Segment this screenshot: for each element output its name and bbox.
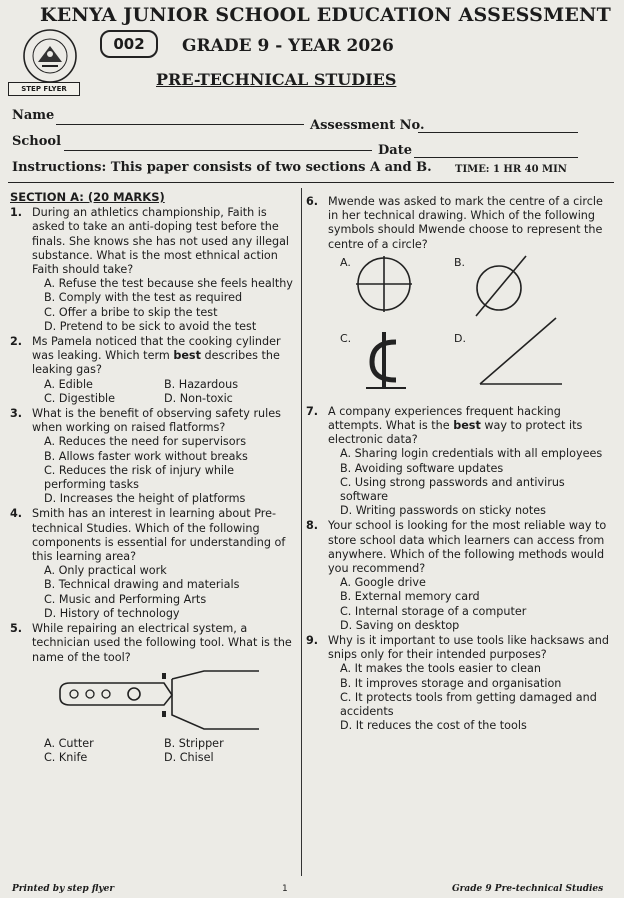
q9-option-d[interactable]: D. It reduces the cost of the tools: [340, 719, 527, 733]
q2-option-d[interactable]: D. Non-toxic: [164, 391, 233, 405]
wire-stripper-tool-image: [54, 665, 284, 737]
question-9: 9. Why is it important to use tools like hacksaws and snips only for their intended purposes?: [306, 634, 609, 662]
circle-cross-symbol: [354, 254, 414, 314]
q3-option-d[interactable]: D. Increases the height of platforms: [44, 492, 246, 506]
centre-line-symbol: [362, 330, 408, 390]
q6-symbols-row-2: [306, 330, 616, 404]
exam-title: KENYA JUNIOR SCHOOL EDUCATION ASSESSMENT: [40, 4, 611, 26]
footer-printer: Printed by step flyer: [12, 884, 115, 894]
name-field-line[interactable]: [56, 124, 304, 125]
question-8: 8. Your school is looking for the most reliable way to store school data which learners can access from anywhere. Which of the following methods would you recommend?: [306, 519, 607, 576]
q1-option-a[interactable]: A. Refuse the test because she feels healthy: [44, 277, 293, 291]
grade-year: GRADE 9 - YEAR 2026: [182, 36, 394, 56]
q1-option-b[interactable]: B. Comply with the test as required: [44, 291, 243, 305]
q4-option-b[interactable]: B. Technical drawing and materials: [44, 578, 240, 592]
q7-option-d[interactable]: D. Writing passwords on sticky notes: [340, 504, 546, 518]
q6-option-a[interactable]: A.: [340, 255, 351, 269]
q4-option-c[interactable]: C. Music and Performing Arts: [44, 592, 207, 606]
q8-option-b[interactable]: B. External memory card: [340, 590, 480, 604]
q4-option-a[interactable]: A. Only practical work: [44, 564, 167, 578]
step-flyer-logo: [22, 28, 78, 84]
q3-option-a[interactable]: A. Reduces the need for supervisors: [44, 435, 247, 449]
assessment-no-field-line[interactable]: [418, 132, 578, 133]
q1-option-d[interactable]: D. Pretend to be sick to avoid the test: [44, 319, 257, 333]
q5-option-c[interactable]: C. Knife: [44, 750, 88, 764]
question-4: 4. Smith has an interest in learning about Pre-technical Studies. Which of the following components is essential for understanding of this learning area?: [10, 507, 286, 564]
q6-option-d[interactable]: D.: [454, 331, 466, 345]
q3-option-c[interactable]: C. Reduces the risk of injury while performing tasks: [44, 463, 235, 492]
date-label: Date: [378, 143, 412, 158]
question-7: 7. A company experiences frequent hacking attempts. What is the best way to protect its electronic data?: [306, 404, 583, 447]
q7-option-c[interactable]: C. Using strong passwords and antivirus software: [340, 475, 565, 504]
q6-option-b[interactable]: B.: [454, 255, 466, 269]
q4-option-d[interactable]: D. History of technology: [44, 606, 180, 620]
q5-option-b[interactable]: B. Stripper: [164, 736, 224, 750]
school-label: School: [12, 134, 62, 149]
paper-code: 002: [100, 30, 158, 58]
question-1: 1. During an athletics championship, Faith is asked to take an anti-doping test before the finals. She knows she has not used any illegal substance. What is the most ethnical action Faith should take?: [10, 206, 290, 277]
q5-option-d[interactable]: D. Chisel: [164, 750, 214, 764]
q2-option-b[interactable]: B. Hazardous: [164, 377, 239, 391]
q7-option-a[interactable]: A. Sharing login credentials with all employees: [340, 447, 603, 461]
q3-option-b[interactable]: B. Allows faster work without breaks: [44, 449, 248, 463]
q8-option-a[interactable]: A. Google drive: [340, 576, 426, 590]
name-label: Name: [12, 108, 55, 123]
q9-option-a[interactable]: A. It makes the tools easier to clean: [340, 662, 541, 676]
header-rule: [8, 182, 614, 183]
q8-option-d[interactable]: D. Saving on desktop: [340, 618, 460, 632]
footer-subject: Grade 9 Pre-technical Studies: [452, 884, 604, 894]
page-number: 1: [282, 884, 288, 894]
diameter-symbol: [466, 252, 532, 318]
q2-option-c[interactable]: C. Digestible: [44, 391, 116, 405]
school-field-line[interactable]: [64, 150, 372, 151]
date-field-line[interactable]: [414, 157, 578, 158]
question-6: 6. Mwende was asked to mark the centre of a circle in her technical drawing. Which of the following symbols should Mwende choose to represent the centre of a circle?: [306, 195, 603, 251]
brand-tag: STEP FLYER: [8, 82, 80, 96]
instructions: Instructions: This paper consists of two sections A and B.: [12, 160, 432, 175]
question-3: 3. What is the benefit of observing safety rules when working on raised flatforms?: [10, 407, 281, 435]
time-allowed: TIME: 1 HR 40 MIN: [455, 164, 567, 175]
q6-symbols-row-1: [306, 252, 616, 330]
q1-option-c[interactable]: C. Offer a bribe to skip the test: [44, 305, 218, 319]
left-column: [10, 190, 296, 765]
q9-option-b[interactable]: B. It improves storage and organisation: [340, 676, 562, 690]
column-divider: [301, 188, 302, 876]
q7-option-b[interactable]: B. Avoiding software updates: [340, 461, 504, 475]
angle-symbol: [476, 314, 566, 386]
subject-title: PRE-TECHNICAL STUDIES: [156, 70, 397, 89]
right-column: [306, 190, 616, 733]
q6-option-c[interactable]: C.: [340, 331, 352, 345]
q9-option-c[interactable]: C. It protects tools from getting damaged and accidents: [340, 690, 597, 719]
q5-option-a[interactable]: A. Cutter: [44, 736, 94, 750]
question-2: 2. Ms Pamela noticed that the cooking cylinder was leaking. Which term best describes the leaking gas?: [10, 335, 281, 377]
assessment-no-label: Assessment No.: [310, 118, 425, 133]
question-5: 5. While repairing an electrical system, a technician used the following tool. What is the name of the tool?: [10, 622, 292, 664]
q2-option-a[interactable]: A. Edible: [44, 377, 93, 391]
section-a-heading: SECTION A: (20 MARKS): [10, 190, 165, 204]
q8-option-c[interactable]: C. Internal storage of a computer: [340, 604, 527, 618]
